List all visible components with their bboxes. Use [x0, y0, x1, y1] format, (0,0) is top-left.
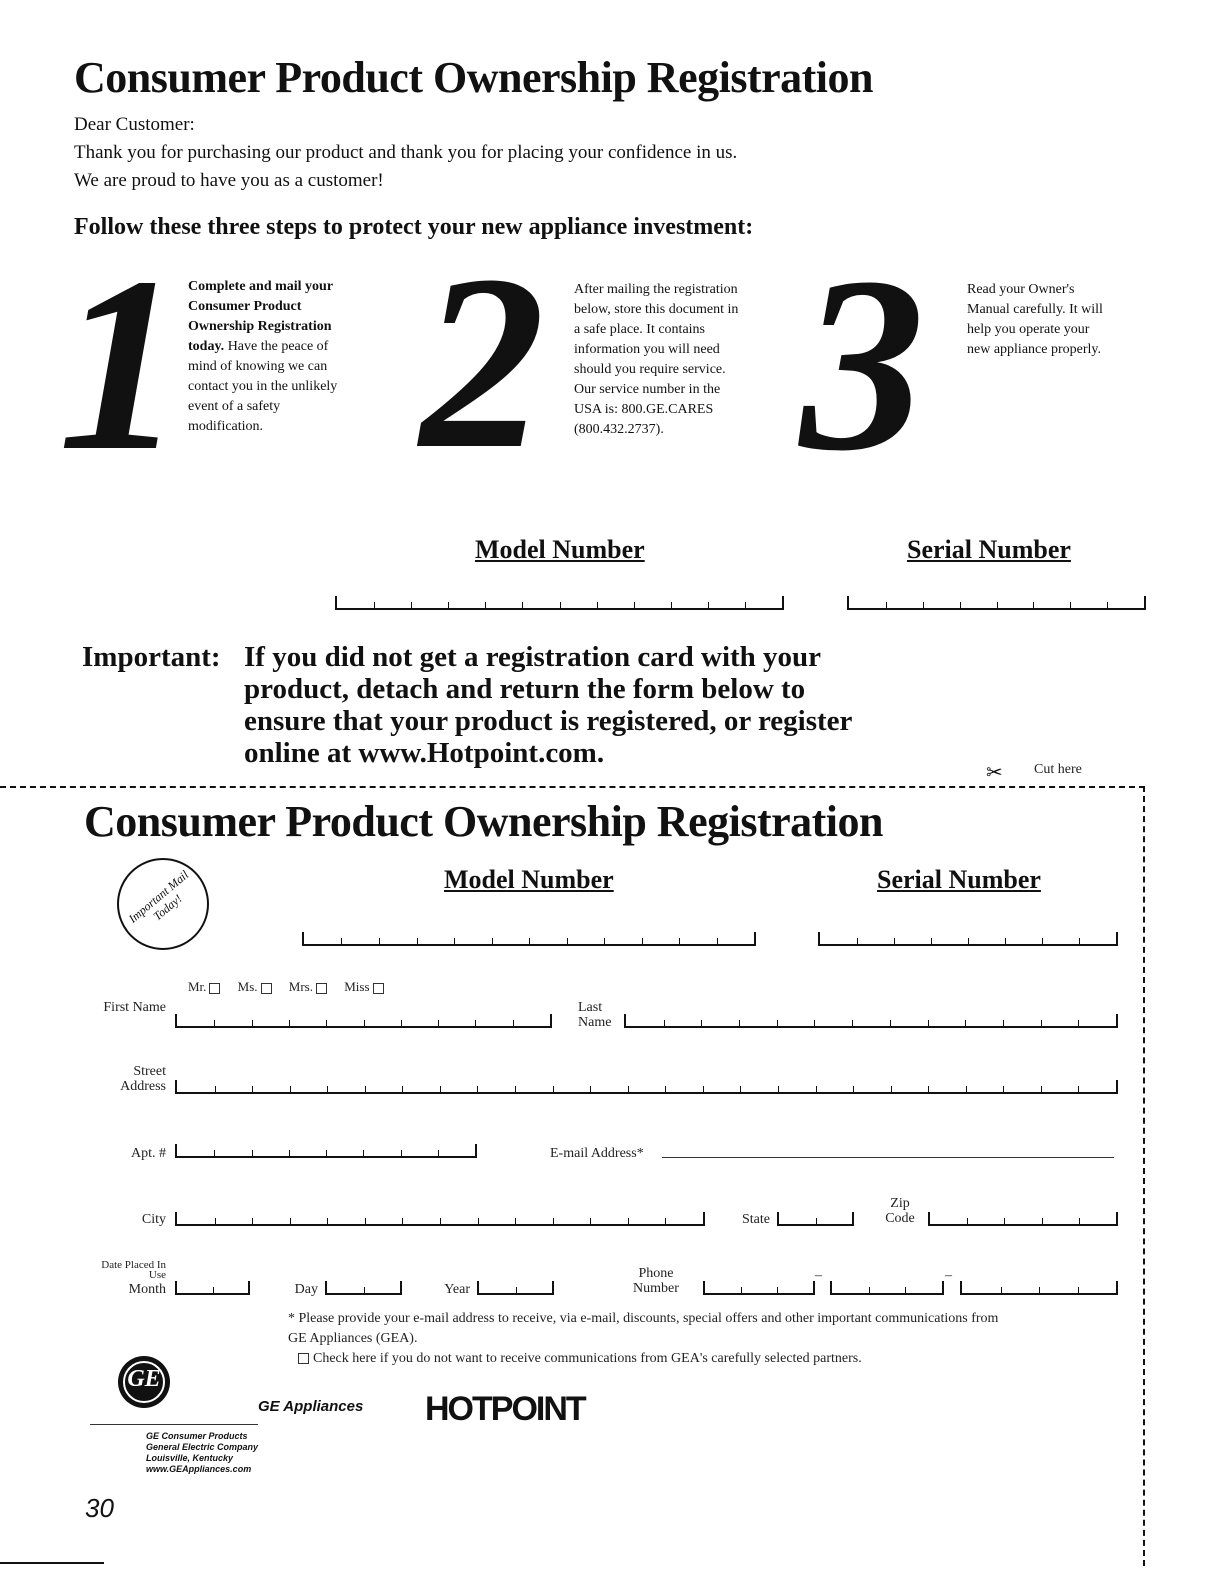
- zip-field[interactable]: [928, 1212, 1118, 1226]
- title-ms: Ms.: [237, 979, 258, 994]
- box-divider: [890, 1020, 891, 1026]
- box-divider: [438, 1020, 439, 1026]
- street-address-field[interactable]: [175, 1080, 1118, 1094]
- box-divider: [213, 1287, 214, 1293]
- important-line-2: product, detach and return the form below to: [244, 673, 806, 705]
- box-divider: [485, 602, 486, 608]
- box-divider: [664, 1020, 665, 1026]
- day-label: Day: [294, 1282, 318, 1297]
- box-divider: [777, 1287, 778, 1293]
- box-divider: [401, 1020, 402, 1026]
- box-divider: [717, 938, 718, 944]
- important-line-4: online at www.Hotpoint.com.: [244, 737, 605, 769]
- box-divider: [516, 1287, 517, 1293]
- box-divider: [365, 1086, 366, 1092]
- cut-line-vertical: [1143, 786, 1145, 1566]
- box-divider: [1039, 1287, 1040, 1293]
- box-divider: [515, 1218, 516, 1224]
- page-number: 30: [85, 1493, 114, 1523]
- box-divider: [679, 938, 680, 944]
- phone-line-field[interactable]: [960, 1281, 1118, 1295]
- box-divider: [402, 1086, 403, 1092]
- title-mr: Mr.: [188, 979, 207, 994]
- partners-note: [298, 1349, 1028, 1369]
- step-1-bold: Complete and mail your Consumer Product Ownership Registration today.: [188, 279, 333, 354]
- cut-here-label: Cut here: [1034, 762, 1082, 777]
- scissors-icon: ✂: [986, 762, 1003, 784]
- zip-label: Zip Code: [885, 1196, 915, 1226]
- box-divider: [642, 938, 643, 944]
- box-divider: [215, 1086, 216, 1092]
- important-line-3: ensure that your product is registered, or register: [244, 705, 853, 737]
- important-text: [244, 641, 1004, 769]
- cut-line: [0, 786, 1145, 788]
- box-divider: [1041, 1086, 1042, 1092]
- top-model-number-label: Model Number: [475, 535, 645, 564]
- phone-area-field[interactable]: [703, 1281, 815, 1295]
- ge-address: [146, 1431, 258, 1475]
- address-line-3: Louisville, Kentucky: [146, 1453, 234, 1463]
- title-ms-checkbox[interactable]: [261, 983, 272, 994]
- box-divider: [852, 1020, 853, 1026]
- box-divider: [327, 1218, 328, 1224]
- month-field[interactable]: [175, 1281, 250, 1295]
- box-divider: [590, 1086, 591, 1092]
- box-divider: [440, 1218, 441, 1224]
- box-divider: [1003, 1020, 1004, 1026]
- box-divider: [739, 1020, 740, 1026]
- box-divider: [597, 602, 598, 608]
- box-divider: [634, 602, 635, 608]
- box-divider: [326, 1150, 327, 1156]
- box-divider: [604, 938, 605, 944]
- ge-logo: GE: [118, 1356, 170, 1408]
- page-title: Consumer Product Ownership Registration: [74, 53, 873, 102]
- box-divider: [905, 1287, 906, 1293]
- step-3-text: Read your Owner's Manual carefully. It will help you operate your new appliance properly.: [967, 282, 1103, 357]
- box-divider: [665, 1218, 666, 1224]
- box-divider: [966, 1086, 967, 1092]
- step-1-body: Have the peace of mind of knowing we can contact you in the unlikely event of a safety modification.: [188, 339, 338, 434]
- title-miss-checkbox[interactable]: [373, 983, 384, 994]
- box-divider: [928, 1086, 929, 1092]
- box-divider: [289, 1020, 290, 1026]
- box-divider: [341, 938, 342, 944]
- box-divider: [529, 938, 530, 944]
- title-mrs: Mrs.: [288, 979, 313, 994]
- box-divider: [363, 1150, 364, 1156]
- box-divider: [1079, 938, 1080, 944]
- box-divider: [741, 1287, 742, 1293]
- box-divider: [1041, 1020, 1042, 1026]
- last-name-field[interactable]: [624, 1014, 1118, 1028]
- box-divider: [1042, 938, 1043, 944]
- box-divider: [214, 1020, 215, 1026]
- box-divider: [701, 1020, 702, 1026]
- step-2-text: After mailing the registration below, store this document in a safe place. It contains information you will need should you require service. Our service number in the USA is: 800.GE.CARES (800.432.2737).: [574, 282, 739, 437]
- box-divider: [1042, 1218, 1043, 1224]
- box-divider: [853, 1086, 854, 1092]
- step-1-text: [188, 277, 338, 437]
- state-label: State: [742, 1212, 770, 1227]
- box-divider: [478, 1218, 479, 1224]
- box-divider: [289, 1150, 290, 1156]
- footer-divider: [90, 1424, 258, 1425]
- important-lead: Important:: [82, 641, 221, 673]
- title-miss: Miss: [344, 979, 370, 994]
- apt-label: Apt. #: [131, 1146, 166, 1161]
- address-line-2: General Electric Company: [146, 1442, 259, 1452]
- box-divider: [513, 1020, 514, 1026]
- email-label: E-mail Address*: [550, 1146, 644, 1161]
- apt-field[interactable]: [175, 1144, 477, 1158]
- form-serial-number-field[interactable]: [818, 932, 1118, 946]
- first-name-field[interactable]: [175, 1014, 552, 1028]
- box-divider: [567, 938, 568, 944]
- email-note: * Please provide your e-mail address to receive, via e-mail, discounts, special offers and other important communications from GE Appliances (GEA).: [288, 1311, 999, 1346]
- last-name-label: Last Name: [578, 1000, 612, 1030]
- intro-line-3: We are proud to have you as a customer!: [74, 170, 384, 191]
- footer-rule: [0, 1562, 104, 1564]
- box-divider: [379, 938, 380, 944]
- box-divider: [560, 602, 561, 608]
- box-divider: [671, 602, 672, 608]
- intro-text: [74, 111, 1074, 195]
- box-divider: [1078, 1287, 1079, 1293]
- date-placed-label: Date Placed In Use: [101, 1259, 166, 1281]
- steps-heading: Follow these three steps to protect your new appliance investment:: [74, 214, 754, 240]
- partners-optout-checkbox[interactable]: [298, 1353, 309, 1364]
- city-label: City: [141, 1212, 166, 1227]
- box-divider: [1003, 1086, 1004, 1092]
- title-mrs-checkbox[interactable]: [316, 983, 327, 994]
- box-divider: [252, 1020, 253, 1026]
- box-divider: [454, 938, 455, 944]
- top-serial-number-field[interactable]: [847, 596, 1146, 610]
- box-divider: [923, 602, 924, 608]
- box-divider: [745, 602, 746, 608]
- address-line-4: www.GEAppliances.com: [146, 1464, 252, 1474]
- box-divider: [1079, 1218, 1080, 1224]
- box-divider: [708, 602, 709, 608]
- street-address-label: Street Address: [120, 1064, 166, 1094]
- box-divider: [931, 938, 932, 944]
- box-divider: [475, 1020, 476, 1026]
- phone-prefix-field[interactable]: [830, 1281, 944, 1295]
- box-divider: [1070, 602, 1071, 608]
- state-field[interactable]: [777, 1212, 854, 1226]
- box-divider: [553, 1218, 554, 1224]
- phone-number-label: Phone Number: [633, 1266, 679, 1296]
- top-model-number-field[interactable]: [335, 596, 784, 610]
- box-divider: [252, 1086, 253, 1092]
- partners-note-text: Check here if you do not want to receive communications from GEA's carefully selected partners.: [313, 1351, 862, 1366]
- box-divider: [1005, 938, 1006, 944]
- box-divider: [665, 1086, 666, 1092]
- box-divider: [215, 1218, 216, 1224]
- box-divider: [1078, 1020, 1079, 1026]
- box-divider: [214, 1150, 215, 1156]
- box-divider: [438, 1150, 439, 1156]
- step-2-number: 2: [420, 224, 545, 501]
- box-divider: [1004, 1218, 1005, 1224]
- title-mr-checkbox[interactable]: [209, 983, 220, 994]
- form-model-number-field[interactable]: [302, 932, 756, 946]
- box-divider: [997, 602, 998, 608]
- step-3-number: 3: [800, 226, 925, 503]
- box-divider: [967, 1218, 968, 1224]
- step-1-number: 1: [58, 226, 183, 503]
- box-divider: [1033, 602, 1034, 608]
- top-serial-number-label: Serial Number: [907, 535, 1071, 564]
- box-divider: [553, 1086, 554, 1092]
- important-mail-seal: [117, 858, 209, 950]
- box-divider: [440, 1086, 441, 1092]
- form-serial-number-label: Serial Number: [877, 865, 1041, 894]
- box-divider: [777, 1020, 778, 1026]
- box-divider: [417, 938, 418, 944]
- phone-dash-1: –: [815, 1268, 822, 1283]
- box-divider: [402, 1218, 403, 1224]
- hotpoint-logo: HOTPOINT: [425, 1390, 585, 1428]
- intro-line-1: Dear Customer:: [74, 114, 195, 135]
- box-divider: [891, 1086, 892, 1092]
- box-divider: [857, 938, 858, 944]
- box-divider: [515, 1086, 516, 1092]
- box-divider: [327, 1086, 328, 1092]
- box-divider: [590, 1218, 591, 1224]
- box-divider: [869, 1287, 870, 1293]
- box-divider: [477, 1086, 478, 1092]
- box-divider: [1001, 1287, 1002, 1293]
- box-divider: [816, 1218, 817, 1224]
- box-divider: [522, 602, 523, 608]
- email-field[interactable]: [662, 1157, 1114, 1158]
- box-divider: [290, 1218, 291, 1224]
- first-name-label: First Name: [103, 1000, 166, 1015]
- box-divider: [252, 1150, 253, 1156]
- form-title: Consumer Product Ownership Registration: [84, 797, 883, 846]
- box-divider: [740, 1086, 741, 1092]
- box-divider: [365, 1218, 366, 1224]
- intro-line-2: Thank you for purchasing our product and thank you for placing your confidence in us.: [74, 142, 738, 163]
- box-divider: [1078, 1086, 1079, 1092]
- month-label: Month: [128, 1282, 166, 1297]
- box-divider: [411, 602, 412, 608]
- box-divider: [960, 602, 961, 608]
- address-line-1: GE Consumer Products: [146, 1431, 248, 1441]
- box-divider: [1107, 602, 1108, 608]
- box-divider: [628, 1086, 629, 1092]
- city-field[interactable]: [175, 1212, 705, 1226]
- phone-dash-2: –: [945, 1268, 952, 1283]
- box-divider: [814, 1020, 815, 1026]
- day-field[interactable]: [325, 1281, 402, 1295]
- ge-appliances-label: GE Appliances: [258, 1398, 364, 1415]
- box-divider: [364, 1287, 365, 1293]
- box-divider: [326, 1020, 327, 1026]
- box-divider: [252, 1218, 253, 1224]
- box-divider: [374, 602, 375, 608]
- box-divider: [886, 602, 887, 608]
- title-options: [188, 977, 384, 997]
- box-divider: [703, 1086, 704, 1092]
- box-divider: [290, 1086, 291, 1092]
- box-divider: [492, 938, 493, 944]
- box-divider: [968, 938, 969, 944]
- box-divider: [778, 1086, 779, 1092]
- box-divider: [965, 1020, 966, 1026]
- box-divider: [894, 938, 895, 944]
- box-divider: [628, 1218, 629, 1224]
- form-model-number-label: Model Number: [444, 865, 614, 894]
- box-divider: [928, 1020, 929, 1026]
- year-field[interactable]: [477, 1281, 554, 1295]
- important-line-1: If you did not get a registration card with your: [244, 641, 822, 673]
- seal-text: Important Mail Today!: [125, 867, 192, 926]
- box-divider: [448, 602, 449, 608]
- box-divider: [364, 1020, 365, 1026]
- box-divider: [401, 1150, 402, 1156]
- year-label: Year: [444, 1282, 470, 1297]
- box-divider: [816, 1086, 817, 1092]
